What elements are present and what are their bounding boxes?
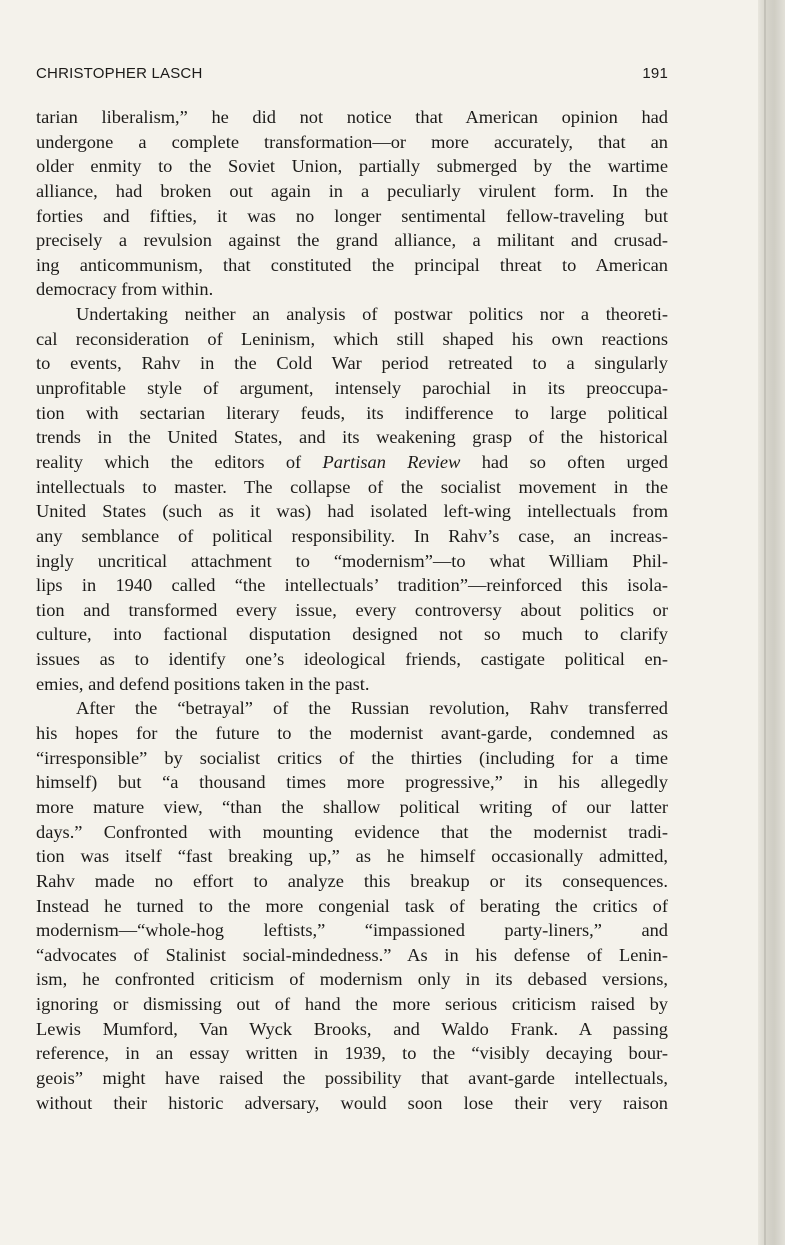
text-line — [36, 450, 668, 475]
book-gutter-edge — [758, 0, 785, 1245]
text-segment: older enmity to the Soviet Union, partially submerged by the wartime — [36, 156, 668, 177]
text-line — [36, 647, 668, 672]
text-segment: undergone a complete transformation—or more accurately, that an — [36, 131, 668, 152]
running-head-author: CHRISTOPHER LASCH — [36, 64, 203, 82]
text-segment: ingly uncritical attachment to “modernism”—to what William Phil- — [36, 550, 668, 571]
text-segment: tion with sectarian literary feuds, its indifference to large political — [36, 402, 668, 423]
text-line — [36, 327, 668, 352]
text-line — [36, 746, 668, 771]
text-segment: modernism—“whole-hog leftists,” “impassioned party-liners,” and — [36, 920, 668, 941]
text-segment: Undertaking neither an analysis of postwar politics nor a theoreti- — [76, 304, 668, 325]
text-line — [36, 179, 668, 204]
text-line — [36, 721, 668, 746]
text-segment: culture, into factional disputation designed not so much to clarify — [36, 624, 668, 645]
text-segment: reference, in an essay written in 1939, to the “visibly decaying bour- — [36, 1043, 668, 1064]
text-line — [36, 894, 668, 919]
text-segment: ism, he confronted criticism of modernism only in its debased versions, — [36, 969, 668, 990]
text-segment: cal reconsideration of Leninism, which still shaped his own reactions — [36, 328, 668, 349]
text-segment: without their historic adversary, would soon lose their very raison — [36, 1092, 668, 1113]
text-line — [36, 1066, 668, 1091]
text-line — [36, 770, 668, 795]
text-segment: tion was itself “fast breaking up,” as he himself occasionally admitted, — [36, 846, 668, 867]
text-line — [36, 992, 668, 1017]
text-line — [36, 795, 668, 820]
text-segment: Rahv made no effort to analyze this breakup or its consequences. — [36, 870, 668, 891]
text-line — [36, 376, 668, 401]
text-line — [36, 228, 668, 253]
text-line — [36, 696, 668, 721]
text-segment: After the “betrayal” of the Russian revolution, Rahv transferred — [76, 698, 668, 719]
text-segment: his hopes for the future to the modernist avant-garde, condemned as — [36, 723, 668, 744]
text-line — [36, 869, 668, 894]
text-line — [36, 1017, 668, 1042]
text-line — [36, 253, 668, 278]
text-segment: ignoring or dismissing out of hand the more serious criticism raised by — [36, 994, 668, 1015]
text-segment: days.” Confronted with mounting evidence that the modernist tradi- — [36, 821, 668, 842]
text-line — [36, 622, 668, 647]
text-line — [36, 475, 668, 500]
text-line — [36, 820, 668, 845]
text-line — [36, 499, 668, 524]
text-line — [36, 918, 668, 943]
text-line — [36, 1091, 668, 1116]
text-segment: “irresponsible” by socialist critics of the thirties (including for a time — [36, 747, 668, 768]
text-segment: trends in the United States, and its weakening grasp of the historical — [36, 427, 668, 448]
text-line — [36, 573, 668, 598]
text-line — [36, 524, 668, 549]
text-line — [36, 154, 668, 179]
text-line — [36, 302, 668, 327]
text-line — [36, 425, 668, 450]
text-line — [36, 204, 668, 229]
text-line — [36, 672, 668, 697]
text-line — [36, 1041, 668, 1066]
text-line — [36, 351, 668, 376]
text-segment: emies, and defend positions taken in the past. — [36, 673, 370, 694]
text-line — [36, 598, 668, 623]
text-segment: had so often urged — [460, 451, 668, 472]
text-segment: Lewis Mumford, Van Wyck Brooks, and Waldo Frank. A passing — [36, 1018, 668, 1039]
text-segment: geois” might have raised the possibility that avant-garde intellectuals, — [36, 1067, 668, 1088]
text-segment: reality which the editors of — [36, 451, 323, 472]
text-segment: alliance, had broken out again in a peculiarly virulent form. In the — [36, 180, 668, 201]
text-segment: tion and transformed every issue, every controversy about politics or — [36, 599, 668, 620]
text-segment: unprofitable style of argument, intensely parochial in its preoccupa- — [36, 378, 668, 399]
text-segment: to events, Rahv in the Cold War period retreated to a singularly — [36, 353, 668, 374]
text-line — [36, 277, 668, 302]
text-segment: more mature view, “than the shallow political writing of our latter — [36, 796, 668, 817]
page-number: 191 — [642, 64, 668, 82]
text-segment: himself) but “a thousand times more progressive,” in his allegedly — [36, 772, 668, 793]
text-segment: Instead he turned to the more congenial task of berating the critics of — [36, 895, 668, 916]
text-line — [36, 401, 668, 426]
text-line — [36, 967, 668, 992]
text-line — [36, 105, 668, 130]
text-segment: forties and fifties, it was no longer sentimental fellow-traveling but — [36, 205, 668, 226]
text-segment: United States (such as it was) had isolated left-wing intellectuals from — [36, 501, 668, 522]
text-segment: “advocates of Stalinist social-mindedness.” As in his defense of Lenin- — [36, 944, 668, 965]
text-segment: ing anticommunism, that constituted the principal threat to American — [36, 254, 668, 275]
body-text — [36, 105, 668, 1115]
text-segment: lips in 1940 called “the intellectuals’ tradition”—reinforced this isola- — [36, 575, 668, 596]
text-line — [36, 549, 668, 574]
text-segment: issues as to identify one’s ideological friends, castigate political en- — [36, 649, 668, 670]
text-segment: intellectuals to master. The collapse of the socialist movement in the — [36, 476, 668, 497]
running-head — [36, 61, 668, 85]
text-line — [36, 844, 668, 869]
italic-title: Partisan Review — [322, 451, 461, 472]
text-segment: democracy from within. — [36, 279, 214, 300]
text-line — [36, 943, 668, 968]
text-segment: tarian liberalism,” he did not notice that American opinion had — [36, 107, 668, 127]
text-segment: any semblance of political responsibility. In Rahv’s case, an increas- — [36, 525, 668, 546]
text-line — [36, 130, 668, 155]
text-segment: precisely a revulsion against the grand alliance, a militant and crusad- — [36, 230, 668, 251]
